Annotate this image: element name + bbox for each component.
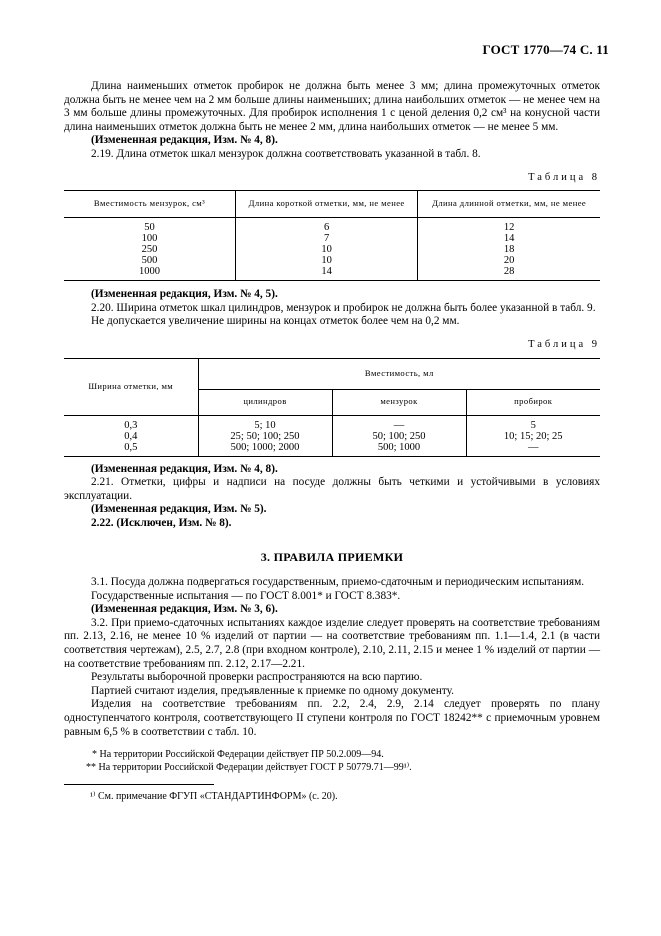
section-title: 3. ПРАВИЛА ПРИЕМКИ [260,549,404,564]
paragraph: 3.2. При приемо-сдаточных испытаниях каждое изделие следует проверять на соответствие требованиям пп. 2.13, 2.16, не менее 10 % изделий от партии — на соответствие требованиям пп. 1.1—1.4, 2.1 (в части соответствия чертежам), 2.5, 2.7, 2.8 (при входном контроле), 2.10, 2.11, 2.15 и менее 1 % изделий от партии — на соответствие требованиям пп. 2.12, 2.17—2.21. [64,616,600,670]
table-cell: 25; 50; 100; 250 [198,431,332,442]
table-cell: 10 [236,255,418,266]
table-row [64,255,600,266]
table-cell: 10 [236,244,418,255]
footnote: ** На территории Российской Федерации действует ГОСТ Р 50779.71—99¹⁾. [86,761,412,773]
table-cell: 28 [418,266,600,281]
paragraph: 2.21. Отметки, цифры и надписи на посуде должны быть четкими и устойчивыми в условиях эксплуатации. [64,476,600,502]
paragraph: 2.22. (Исключен, Изм. № 8). [91,516,232,529]
paragraph: 2.20. Ширина отметок шкал цилиндров, мензурок и пробирок не должна быть более указанной в табл. 9. [91,301,596,314]
table-row [64,415,600,431]
table-header: Вместимость мензурок, см³ [64,191,236,218]
table-cell: 7 [236,233,418,244]
table-header: Вместимость, мл [198,358,600,389]
table-cell: 0,5 [124,441,138,453]
table-cell: 14 [236,266,418,281]
table-header: Длина длинной отметки, мм, не менее [418,191,600,218]
table-cell: 18 [418,244,600,255]
table-header: пробирок [466,389,600,415]
table-row [64,244,600,255]
table-cell: 100 [141,233,158,245]
table-cell: 50 [144,222,155,234]
paragraph: Не допускается увеличение ширины на концах отметок более чем на 0,2 мм. [91,315,460,328]
paragraph: 3.1. Посуда должна подвергаться государственным, приемо-сдаточным и периодическим испытаниям. [91,576,585,589]
footnote: * На территории Российской Федерации действует ПР 50.2.009—94. [92,749,384,761]
paragraph: Изделия на соответствие требованиям пп. 2.2, 2.4, 2.9, 2.14 следует проверять по плану одноступенчатого контроля, соответствующего II ступени контроля по ГОСТ 18242** с приемочным уровнем равным 6,5 % в соответствии с табл. 10. [64,698,600,738]
table-header: мензурок [332,389,466,415]
table-cell: — [332,415,466,431]
paragraph: Результаты выборочной проверки распространяются на всю партию. [91,671,423,684]
table-header: Длина короткой отметки, мм, не менее [236,191,418,218]
footnote-divider [64,784,214,785]
table-cell: 6 [236,218,418,234]
table-cell: 14 [418,233,600,244]
table-caption: Таблица 9 [528,338,600,350]
table-row [64,233,600,244]
paragraph: Длина наименьших отметок пробирок не должна быть менее 3 мм; длина промежуточных отметок должна быть не менее чем на 2 мм больше длины наименьших; длина наибольших отметок — не менее чем на 3 мм больше длины промежуточных. Для пробирок исполнения 1 с ценой деления 0,2 см³ на конусной части длина наименьших отметок должна быть не менее 2 мм, длина наибольших отметок — не менее 5 мм. [64,80,600,133]
table-cell: 5; 10 [198,415,332,431]
table-header: цилиндров [198,389,332,415]
table-cell: 1000 [139,266,160,278]
table-cell: 10; 15; 20; 25 [466,431,600,442]
amendment-note: (Измененная редакция, Изм. № 4, 8). [91,134,278,147]
footnote: ¹⁾ См. примечание ФГУП «СТАНДАРТИНФОРМ» (с. 20). [90,791,338,803]
page-header: ГОСТ 1770—74 С. 11 [482,42,609,57]
table-cell: 20 [418,255,600,266]
amendment-note: (Измененная редакция, Изм. № 3, 6). [91,603,278,616]
table-cell: 500; 1000 [332,442,466,457]
table-cell: 5 [466,415,600,431]
table-cell: 12 [418,218,600,234]
table-row [64,266,600,281]
amendment-note: (Измененная редакция, Изм. № 4, 8). [91,462,278,475]
paragraph: Партией считают изделия, предъявленные к приемке по одному документу. [91,684,454,697]
table-8 [64,190,600,281]
table-cell: 500; 1000; 2000 [198,442,332,457]
amendment-note: (Измененная редакция, Изм. № 4, 5). [91,288,278,301]
paragraph: 2.19. Длина отметок шкал мензурок должна соответствовать указанной в табл. 8. [91,147,481,160]
table-row [64,442,600,457]
table-cell: 0,3 [124,419,138,431]
table-cell: — [466,442,600,457]
table-9 [64,358,600,457]
table-cell: 50; 100; 250 [332,431,466,442]
table-cell: 0,4 [124,430,138,442]
amendment-note: (Измененная редакция, Изм. № 5). [91,503,267,516]
table-row [64,431,600,442]
table-cell: 500 [141,255,158,267]
paragraph: Государственные испытания — по ГОСТ 8.001* и ГОСТ 8.383*. [91,589,401,602]
table-header: Ширина отметки, мм [64,358,198,415]
document-body [64,80,600,804]
table-caption: Таблица 8 [528,171,600,183]
table-cell: 250 [141,244,158,256]
table-row [64,218,600,234]
